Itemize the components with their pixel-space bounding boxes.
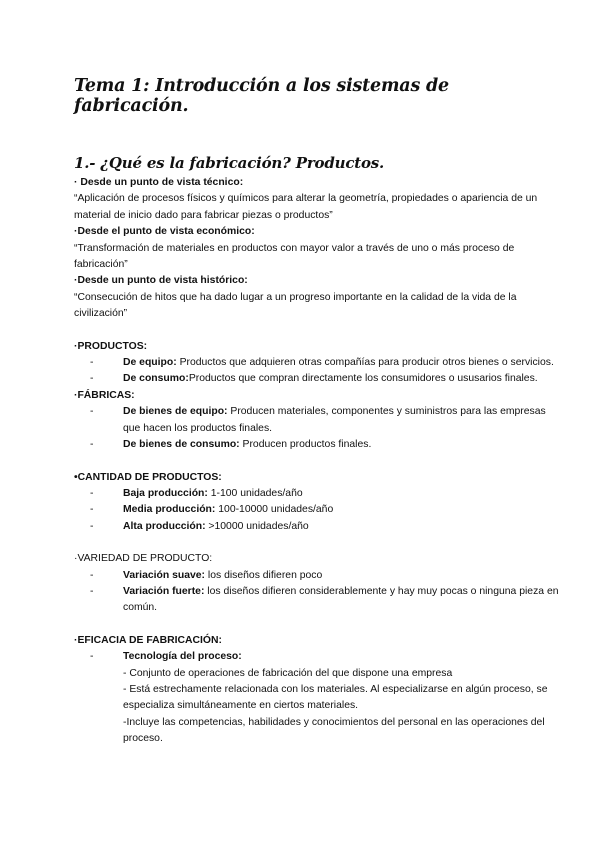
list-item: - Variación suave: los diseños difieren poco (90, 568, 560, 584)
detail-line: - Conjunto de operaciones de fabricación del que dispone una empresa (123, 667, 453, 679)
fabricas-heading: ·FÁBRICAS: (74, 389, 135, 401)
list-item: - Baja producción: 1-100 unidades/año (90, 486, 560, 502)
productos-heading: ·PRODUCTOS: (74, 340, 148, 352)
detail-line: - Está estrechamente relacionada con los materiales. Al especializarse en algún proceso, se especializa simultáneamente en ciertos materiales. (123, 683, 548, 712)
definition-label-economic: ·Desde el punto de vista económico: (74, 226, 255, 238)
cantidad-heading: •CANTIDAD DE PRODUCTOS: (74, 471, 222, 483)
variedad-heading: ·VARIEDAD DE PRODUCTO: (74, 553, 213, 565)
list-item: - Tecnología del proceso: (90, 649, 560, 665)
definition-quote-technical: “Aplicación de procesos físicos y químicos para alterar la geometría, propiedades o apariencia de un material de inicio dado para fabricar piezas o productos” (74, 193, 538, 221)
productos-list (74, 355, 560, 388)
detail-line: -Incluye las competencias, habilidades y conocimientos del personal en las operaciones del proceso. (123, 716, 545, 745)
definition-quote-historic: “Consecución de hitos que ha dado lugar a un progreso importante en la calidad de la vida de la civilización” (74, 291, 517, 320)
definition-label-technical: · Desde un punto de vista técnico: (74, 177, 244, 188)
list-item: - De consumo:Productos que compran directamente los consumidores o ususarios finales. (90, 371, 560, 387)
eficacia-list (74, 649, 560, 665)
definition-label-historic: ·Desde un punto de vista histórico: (74, 275, 248, 287)
list-item: - De equipo: Productos que adquieren otras compañías para producir otros bienes o servicios. (90, 355, 560, 371)
cantidad-list (74, 486, 560, 535)
fabricas-list (74, 404, 560, 453)
variedad-list (74, 568, 560, 617)
section-heading: 1.- ¿Qué es la fabricación? Productos. (74, 154, 385, 172)
list-item: - Alta producción: >10000 unidades/año (90, 519, 560, 535)
list-item: - De bienes de consumo: Producen productos finales. (90, 437, 560, 453)
list-item: - De bienes de equipo: Producen materiales, componentes y suministros para las empresas que hacen los productos finales. (90, 404, 560, 437)
list-item: - Variación fuerte: los diseños difieren considerablemente y hay muy pocas o ninguna pieza en común. (90, 584, 560, 617)
eficacia-heading: ·EFICACIA DE FABRICACIÓN: (74, 634, 222, 646)
list-item: - Media producción: 100-10000 unidades/año (90, 502, 560, 518)
eficacia-details (123, 666, 560, 748)
definition-quote-economic: “Transformación de materiales en productos con mayor valor a través de uno o más proceso de fabricación” (74, 242, 515, 271)
document-title: Tema 1: Introducción a los sistemas de fabricación. (74, 76, 449, 116)
